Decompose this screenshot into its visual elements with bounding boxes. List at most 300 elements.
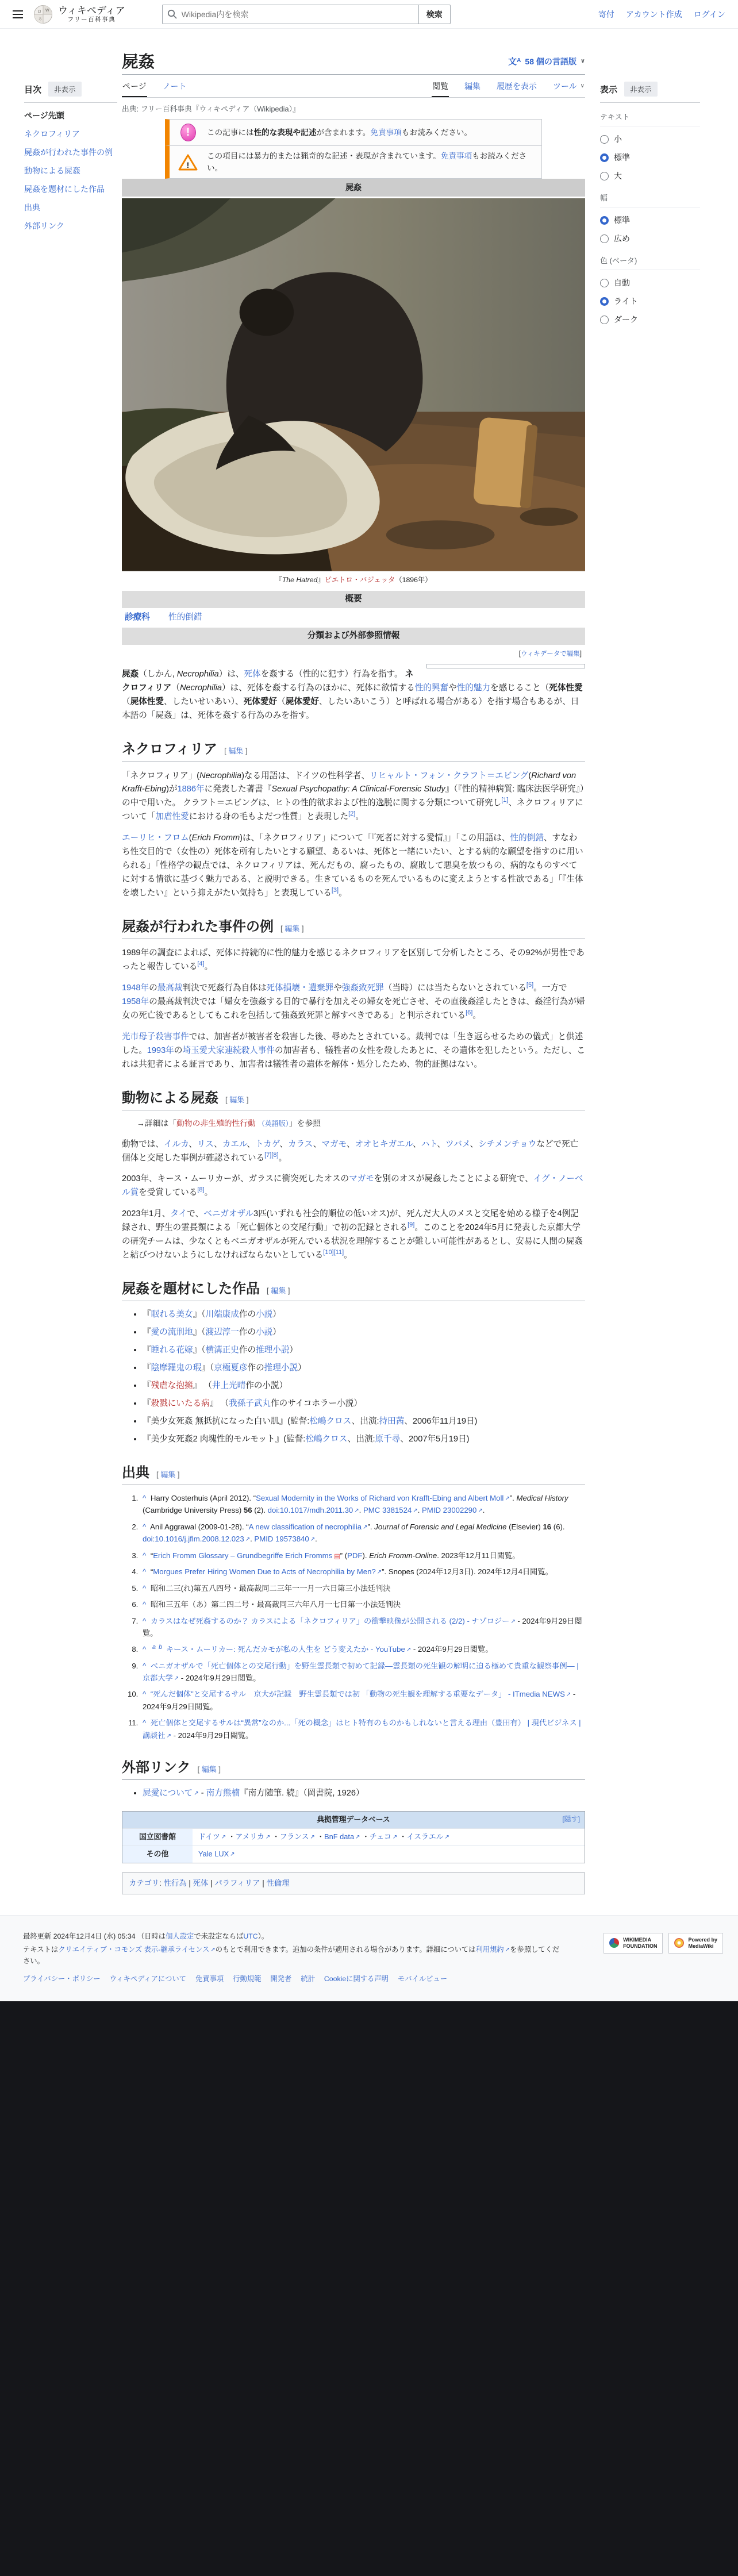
section-heading bbox=[122, 1464, 585, 1485]
authority-row-value bbox=[193, 1846, 585, 1863]
appearance-hide-button[interactable]: 非表示 bbox=[624, 82, 658, 97]
section-necrophilia bbox=[122, 740, 585, 901]
infobox-title: 屍姦 bbox=[122, 179, 585, 197]
italic-text: Sexual Psychopathy: A Clinical-Forensic Study bbox=[271, 785, 445, 794]
appearance-option-大[interactable] bbox=[600, 170, 700, 182]
toc-hide-button[interactable]: 非表示 bbox=[48, 82, 82, 97]
radio-button[interactable] bbox=[600, 234, 609, 243]
wiki-link[interactable]: 1958年 bbox=[122, 997, 149, 1006]
wiki-link[interactable]: 渡辺淳一 bbox=[205, 1328, 239, 1337]
infobox-classification-header: 分類および外部参照情報 bbox=[122, 628, 585, 645]
appearance-title: 表示 bbox=[600, 84, 618, 95]
section-title: ネクロフィリア bbox=[122, 741, 218, 758]
external-link[interactable]: カラスはなぜ死姦するのか？ カラスによる「ネクロフィリア」の衝撃映像が公開される (2/2) - ナゾロジー ↗ bbox=[151, 1617, 516, 1625]
paragraph: 動物では、イルカ、リス、カエル、トカゲ、カラス、マガモ、オオヒキガエル、ハト、ツバメ、シチメンチョウなどで死亡個体と交尾した事例が確認されている[7][8]。 bbox=[122, 1139, 579, 1163]
wiki-link[interactable]: 眠れる美女 bbox=[151, 1310, 193, 1320]
wiki-link[interactable]: ツバメ bbox=[445, 1139, 470, 1149]
wiki-link[interactable]: イルカ bbox=[163, 1139, 189, 1149]
wiki-link[interactable]: 死体損壊・遺棄罪 bbox=[266, 983, 334, 993]
toc-item[interactable]: 屍姦が行われた事件の例 bbox=[24, 148, 113, 157]
article-body bbox=[122, 179, 585, 1894]
toc-item[interactable]: ネクロフィリア bbox=[24, 129, 80, 139]
external-link[interactable]: doi:10.1016/j.jflm.2008.12.023 ↗ bbox=[143, 1535, 250, 1543]
top-header bbox=[0, 0, 738, 29]
svg-text:Ω: Ω bbox=[38, 9, 41, 14]
backlink-caret[interactable]: ^ bbox=[143, 1494, 147, 1503]
section-references bbox=[122, 1464, 585, 1741]
appearance-option-label: ダーク bbox=[614, 315, 638, 324]
content-notice-sexual bbox=[165, 119, 542, 146]
authority-row-label: 国立図書館 bbox=[122, 1829, 193, 1846]
bold-text: 56 bbox=[243, 1506, 252, 1515]
toc-item[interactable]: 屍姦を題材にした作品 bbox=[24, 184, 105, 194]
external-link[interactable]: クリエイティブ・コモンズ 表示-継承ライセンス ↗ bbox=[58, 1946, 215, 1954]
wiki-link[interactable]: ベニガオザル bbox=[203, 1209, 254, 1219]
pdf-link[interactable]: Erich Fromm Glossary – Grundbegriffe Erich Fromms ▤ bbox=[153, 1551, 340, 1560]
wiki-link[interactable]: 持田茜 bbox=[379, 1416, 405, 1426]
paragraph: 1989年の調査によれば、死体に持続的に性的魅力を感じるネクロフィリアを区別して分析したところ、その92%が男性であったと報告している[4]。 bbox=[122, 948, 585, 972]
reference-link[interactable]: [7] bbox=[264, 1151, 272, 1159]
section-title: 屍姦が行われた事件の例 bbox=[122, 918, 274, 935]
reference-list bbox=[122, 1492, 585, 1741]
external-link[interactable]: A new classification of necrophilia ↗ bbox=[249, 1522, 368, 1531]
footer-link-開発者[interactable]: 開発者 bbox=[270, 1975, 292, 1983]
edit-section: [ 編集 ] bbox=[225, 1095, 249, 1104]
reference-link[interactable]: [2] bbox=[348, 810, 356, 818]
backlink[interactable]: b bbox=[159, 1643, 163, 1651]
reference-item: 10. ^ “死んだ個体”と交尾するサル 京大が記録 野生霊長類では初 「動物の死生観を理解する重要なデータ」 - ITmedia NEWS ↗ - 2024年9月29日閲覧。 bbox=[140, 1688, 585, 1713]
appearance-group-label: テキスト bbox=[600, 111, 700, 126]
appearance-option-ライト[interactable] bbox=[600, 295, 700, 307]
wiki-link[interactable]: 川端康成 bbox=[205, 1310, 239, 1320]
external-link[interactable]: doi:10.1017/mdh.2011.30 ↗ bbox=[268, 1506, 359, 1514]
infobox-row bbox=[122, 610, 585, 626]
hatnote: →詳細は「動物の非生殖的性行動 （英語版）」を参照 bbox=[137, 1118, 321, 1128]
appearance-group-幅 bbox=[600, 192, 700, 244]
edit-link[interactable]: 編集 bbox=[271, 1286, 286, 1295]
section-title: 出典 bbox=[122, 1464, 149, 1481]
radio-button[interactable] bbox=[600, 153, 609, 162]
wiki-link[interactable]: 性的倒錯 bbox=[168, 612, 202, 622]
external-link[interactable]: “死んだ個体”と交尾するサル 京大が記録 野生霊長類では初 「動物の死生観を理解する重要なデータ」 - ITmedia NEWS ↗ bbox=[151, 1690, 571, 1698]
appearance-option-label: 大 bbox=[614, 171, 622, 180]
external-link[interactable]: イスラエル ↗ bbox=[407, 1832, 449, 1841]
infobox bbox=[426, 664, 585, 668]
interlanguage-link[interactable]: （英語版） bbox=[257, 1119, 289, 1128]
view-tab-ツール[interactable]: ツール ∨ bbox=[552, 82, 585, 91]
appearance-option-標準[interactable] bbox=[600, 214, 700, 226]
wiki-link[interactable]: 死体 bbox=[193, 1879, 209, 1888]
reference-item: 3. ^ “Erich Fromm Glossary – Grundbegriffe Erich Fromms ▤ ” (PDF). Erich Fromm-Online. 2023年12月11日閲覧。 bbox=[140, 1550, 585, 1562]
radio-button[interactable] bbox=[600, 172, 609, 180]
wiki-link[interactable]: 性行為 bbox=[163, 1879, 187, 1888]
wiki-link[interactable]: 最高裁 bbox=[157, 983, 183, 993]
language-icon: 文$^A$ bbox=[508, 57, 521, 67]
appearance-option-label: 標準 bbox=[614, 153, 630, 162]
wiki-link[interactable]: 埼玉愛犬家連続殺人事件 bbox=[182, 1045, 275, 1055]
reference-item: 7. ^ カラスはなぜ死姦するのか？ カラスによる「ネクロフィリア」の衝撃映像が公開される (2/2) - ナゾロジー ↗ - 2024年9月29日閲覧。 bbox=[140, 1615, 585, 1640]
wiki-link[interactable]: 松嶋クロス bbox=[305, 1434, 348, 1444]
header-link-ログイン[interactable]: ログイン bbox=[693, 9, 725, 19]
wiki-link[interactable]: 我孫子武丸 bbox=[229, 1398, 271, 1408]
section-works bbox=[122, 1280, 585, 1447]
external-link[interactable]: 利用規約 ↗ bbox=[475, 1946, 510, 1954]
footer-link-ウィキペディアについて[interactable]: ウィキペディアについて bbox=[109, 1975, 186, 1983]
bold-text: 屍体愛好 bbox=[285, 697, 320, 707]
paragraph: エーリヒ・フロム(Erich Fromm)は、「ネクロフィリア」について「『死者に対する愛情』」「この用語は、性的倒錯、すなわち性交目的で（女性の）死体を所有したいとする願望、あるいは、死体と一緒にいたい、とする病的な願望を指すのに用いられる」「性格学の観点では、ネクロフィリアは、死んだもの、腐ったもの、腐敗して悪臭を放つもの、病的なものすべてに対する情欲に基づく魅力である、と説明できる。生きているものを死んでいるものに変えようとする性欲である」「『生体を壊したい』という抑えがたい気持ち」と表現している[3]。 bbox=[122, 833, 583, 898]
footer-link-モバイルビュー[interactable]: モバイルビュー bbox=[397, 1975, 448, 1983]
tab-ノート[interactable]: ノート bbox=[162, 82, 187, 91]
wiki-link[interactable]: タイ bbox=[170, 1209, 187, 1219]
article-tabs-row bbox=[122, 75, 585, 98]
backlink-caret[interactable]: ^ bbox=[143, 1567, 147, 1577]
appearance-option-label: ライト bbox=[614, 297, 638, 306]
paragraph: 2023年1月、タイで、ベニガオザル3匹(いずれも社会的順位の低いオス)が、死んだ大人のメスと交尾を始める様子を4例記録され、野生の霊長類による「死亡個体との交尾行動」で初の記録とされる[9]。このことを2024年5月に発表した京都大学の研究チームは、少なくともベニガオザルが死んでいる状況を理解することが難しい可能性があるとし、安易に人間の屍姦と結びつけないようにしなければならないとしている[10][11]。 bbox=[122, 1209, 583, 1260]
wiki-link[interactable]: 愛の流刑地 bbox=[151, 1328, 193, 1337]
wikipedia-wordmark bbox=[58, 5, 125, 24]
backlink-caret[interactable]: ^ bbox=[143, 1583, 147, 1593]
reference-item: 9. ^ ベニガオザルで「死亡個体との交尾行動」を野生霊長類で初めて記録—霊長類の死生観の解明に迫る極めて貴重な観察事例— | 京都大学 ↗ - 2024年9月29日閲覧。 bbox=[140, 1660, 585, 1685]
reference-sup bbox=[332, 887, 339, 894]
wiki-link[interactable]: 加虐性愛 bbox=[155, 812, 189, 822]
appearance-option-ダーク[interactable] bbox=[600, 314, 700, 325]
wiki-link[interactable]: 免責事項 bbox=[440, 151, 472, 160]
wiki-link[interactable]: ハト bbox=[421, 1139, 437, 1149]
wikipedia-logo[interactable] bbox=[33, 5, 125, 24]
wikidata-edit-link: [ウィキデータで編集] bbox=[518, 650, 582, 658]
warning-triangle-icon bbox=[178, 153, 198, 171]
view-tab-編集[interactable]: 編集 bbox=[464, 82, 481, 91]
reference-link[interactable]: [5] bbox=[526, 982, 534, 989]
painting-the-hatred-image[interactable] bbox=[122, 198, 585, 571]
footer-links bbox=[23, 1974, 566, 1985]
wiki-link[interactable]: 免責事項 bbox=[370, 128, 402, 137]
wiki-link[interactable]: リス bbox=[197, 1139, 214, 1149]
paragraph: 1948年の最高裁判決で死姦行為自体は死体損壊・遺棄罪や強姦致死罪（当時）には当たらないとされている[5]。一方で1958年の最高裁判決では「婦女を強姦する目的で暴行を加えその婦女を死亡させ、その直後姦淫したときは、姦淫行為が婦女の死亡後であるとしてもこれを包括して強姦致死罪と解すべきである」と判示されている[6]。 bbox=[122, 982, 585, 1020]
main-layout bbox=[0, 29, 738, 1915]
list-item: • 『睡れる花嫁』（横溝正史作の推理小説） bbox=[143, 1344, 585, 1358]
authority-row-value: ドイツ ↗ ・アメリカ ↗ ・フランス ↗ ・BnF data ↗ ・チェコ ↗ ・イスラエル ↗ bbox=[193, 1829, 585, 1846]
reference-sup bbox=[526, 982, 533, 989]
section-external-links bbox=[122, 1759, 585, 1801]
wiki-link[interactable]: カラス bbox=[287, 1139, 313, 1149]
reference-link[interactable]: [1] bbox=[501, 797, 509, 804]
list-item: • 『愛の流刑地』（渡辺淳一作の小説） bbox=[143, 1326, 585, 1340]
red-link[interactable]: ピエトロ・バジェッタ bbox=[324, 575, 395, 584]
chevron-down-icon: ∨ bbox=[580, 83, 585, 90]
logo-title: ウィキペディア bbox=[58, 5, 125, 16]
wiki-link[interactable]: 井上光晴 bbox=[212, 1381, 246, 1391]
wiki-link[interactable]: 個人設定 bbox=[166, 1932, 194, 1941]
wiki-link[interactable]: ウィキデータで編集 bbox=[520, 650, 580, 658]
mediawiki-badge[interactable]: Powered by MediaWiki bbox=[668, 1933, 723, 1954]
edit-link[interactable]: 編集 bbox=[201, 1764, 217, 1774]
wiki-link[interactable]: 松嶋クロス bbox=[309, 1416, 352, 1426]
svg-text:W: W bbox=[45, 8, 49, 13]
toc-title: 目次 bbox=[24, 84, 42, 95]
appearance-option-自動[interactable] bbox=[600, 277, 700, 289]
external-link[interactable]: Sexual Modernity in the Works of Richard von Krafft-Ebing and Albert Moll ↗ bbox=[256, 1494, 510, 1502]
italic-text: Erich Fromm-Online bbox=[369, 1551, 437, 1560]
appearance-option-label: 小 bbox=[614, 134, 622, 144]
wikimedia-logo-icon bbox=[609, 1938, 619, 1948]
search-button[interactable]: 検索 bbox=[418, 5, 451, 24]
italic-text: The Hatred bbox=[282, 575, 318, 584]
radio-button[interactable] bbox=[600, 216, 609, 225]
footer-link-Cookieに関する声明[interactable]: Cookieに関する声明 bbox=[324, 1975, 389, 1983]
wiki-link[interactable]: マガモ bbox=[349, 1174, 374, 1184]
backlink-caret[interactable]: ^ bbox=[143, 1600, 147, 1609]
italic-text: Necrophilia bbox=[199, 771, 242, 781]
wiki-link[interactable]: UTC bbox=[243, 1932, 258, 1941]
backlink-caret[interactable]: ^ bbox=[143, 1690, 147, 1699]
external-link[interactable]: チェコ ↗ bbox=[370, 1832, 397, 1841]
edit-section: [ 編集 ] bbox=[156, 1470, 180, 1479]
wiki-link[interactable]: 推理小説 bbox=[264, 1363, 298, 1373]
infobox-row-label bbox=[125, 611, 168, 625]
backlink-caret[interactable]: ^ bbox=[143, 1616, 147, 1625]
wiki-link[interactable]: トカゲ bbox=[255, 1139, 280, 1149]
edit-link[interactable]: 編集 bbox=[229, 1095, 245, 1104]
italic-text: Richard von Krafft-Ebing bbox=[122, 771, 576, 794]
external-link[interactable]: Morgues Prefer Hiring Women Due to Acts of Necrophilia by Men? ↗ bbox=[153, 1567, 382, 1576]
reference-link[interactable]: [9] bbox=[408, 1221, 415, 1229]
reference-link[interactable]: [4] bbox=[197, 960, 205, 968]
wikimedia-foundation-badge[interactable]: WIKIMEDIA FOUNDATION bbox=[604, 1933, 663, 1954]
category-links: カテゴリ: 性行為 | 死体 | パラフィリア | 性倫理 bbox=[122, 1873, 585, 1894]
backlink-caret[interactable]: ^ bbox=[143, 1718, 147, 1728]
toc-item[interactable]: 外部リンク bbox=[24, 221, 64, 230]
reference-link[interactable]: [8] bbox=[197, 1186, 205, 1194]
wiki-link[interactable]: オオヒキガエル bbox=[355, 1139, 413, 1149]
wiki-link[interactable]: 1948年 bbox=[122, 983, 149, 993]
authority-row bbox=[122, 1846, 585, 1863]
appearance-option-広め[interactable] bbox=[600, 233, 700, 244]
external-link[interactable]: PMID 23002290 ↗ bbox=[422, 1506, 483, 1514]
view-tab-閲覧[interactable]: 閲覧 bbox=[432, 75, 449, 97]
list-item: • 屍愛について ↗ - 南方熊楠『南方随筆. 続』（岡書院, 1926） bbox=[143, 1787, 585, 1801]
external-link[interactable]: ベニガオザルで「死亡個体との交尾行動」を野生霊長類で初めて記録—霊長類の死生観の解明に迫る極めて貴重な観察事例— | 京都大学 ↗ bbox=[143, 1662, 579, 1682]
wiki-link[interactable]: 南方熊楠 bbox=[206, 1789, 240, 1798]
external-link[interactable]: PMC 3381524 ↗ bbox=[363, 1506, 418, 1514]
bold-text: 死体愛好 bbox=[243, 697, 278, 707]
page-footer bbox=[0, 1915, 738, 2001]
bold-text: 屍体性愛 bbox=[130, 697, 164, 707]
section-animals bbox=[122, 1089, 585, 1263]
view-tabs bbox=[432, 75, 585, 97]
backlink-caret[interactable]: ^ bbox=[143, 1661, 147, 1670]
section-heading bbox=[122, 1280, 585, 1301]
reference-link[interactable]: [6] bbox=[466, 1009, 473, 1017]
wikipedia-globe-icon bbox=[33, 5, 53, 24]
wiki-link[interactable]: PDF bbox=[347, 1551, 363, 1560]
article-content bbox=[122, 29, 585, 1915]
paragraph: 2003年、キース・ムーリカーが、ガラスに衝突死したオスのマガモを別のオスが屍姦したことによる研究で、イグ・ノーベル賞を受賞している[8]。 bbox=[122, 1174, 583, 1198]
list-item: • 『美少女死姦2 肉塊性的モルモット』(監督:松嶋クロス、出演:原千尋、2007年5月19日) bbox=[143, 1433, 585, 1447]
footer-license: テキストはクリエイティブ・コモンズ 表示-継承ライセンス ↗ のもとで利用できます。追加の条件が適用される場合があります。詳細については利用規約 ↗ を参照してください。 bbox=[23, 1944, 566, 1967]
authority-header bbox=[122, 1812, 585, 1828]
svg-text:!: ! bbox=[186, 160, 190, 170]
list-item: • 『残虐な抱擁』 （井上光晴作の小説） bbox=[143, 1379, 585, 1393]
search-input[interactable] bbox=[162, 5, 418, 24]
red-link[interactable]: 残虐な抱擁 bbox=[151, 1381, 193, 1391]
edit-section: [ 編集 ] bbox=[224, 747, 248, 756]
infobox-row-value bbox=[168, 611, 582, 625]
backlink-caret[interactable]: ^ bbox=[143, 1645, 147, 1654]
appearance-option-label: 標準 bbox=[614, 216, 630, 225]
toc-item[interactable]: 出典 bbox=[24, 203, 40, 212]
backlink[interactable]: a bbox=[152, 1643, 156, 1651]
view-tab-履歴を表示[interactable]: 履歴を表示 bbox=[496, 82, 537, 91]
paragraph: 「ネクロフィリア」(Necrophilia)なる用語は、ドイツの性科学者、リヒャルト・フォン・クラフト＝エビング(Richard von Krafft-Ebing)が1886年に発表した著書『Sexual Psychopathy: A Clinical-Forensic Study』（『性的精神病質: 臨床法医学研究』）の中で用いた。 クラフト＝エビングは、ヒトの性的欲求および性的逸脱に関する分類について研究し[1]、ネクロフィリアについて「加虐性愛における身の毛もよだつ性質」と表現した[2]。 bbox=[122, 771, 585, 822]
red-link[interactable]: 殺戮にいたる病 bbox=[151, 1398, 210, 1408]
external-link[interactable]: 死亡個体と交尾するサルは“異常”なのか...「死の概念」はヒト特有のものかもしれないと言える理由（豊田有） | 現代ビジネス | 講談社 ↗ bbox=[143, 1718, 581, 1739]
wiki-link[interactable]: 1886年 bbox=[177, 785, 205, 794]
authority-control-box bbox=[122, 1811, 585, 1863]
footer-link-行動規範[interactable]: 行動規範 bbox=[233, 1975, 262, 1983]
section-title: 外部リンク bbox=[122, 1759, 191, 1775]
external-link[interactable]: フランス ↗ bbox=[280, 1832, 315, 1841]
appearance-panel bbox=[585, 29, 700, 336]
italic-text: Necrophilia bbox=[176, 670, 219, 679]
wiki-link[interactable]: 性的興奮 bbox=[414, 683, 449, 693]
footer-link-プライバシー・ポリシー[interactable]: プライバシー・ポリシー bbox=[23, 1975, 101, 1983]
section-cases bbox=[122, 918, 585, 1072]
wiki-link[interactable]: 睡れる花嫁 bbox=[151, 1345, 193, 1355]
wiki-link[interactable]: 原千尋 bbox=[375, 1434, 401, 1444]
radio-button[interactable] bbox=[600, 316, 609, 324]
external-link[interactable]: ドイツ ↗ bbox=[198, 1832, 226, 1841]
wiki-link[interactable]: 性的倒錯 bbox=[510, 833, 544, 843]
tab-ページ[interactable]: ページ bbox=[122, 75, 147, 97]
wiki-link[interactable]: 小説 bbox=[256, 1310, 273, 1320]
bold-text: 死体性愛 bbox=[549, 683, 583, 693]
reference-link[interactable]: [8] bbox=[271, 1151, 279, 1159]
appearance-group-色 (ベータ) bbox=[600, 255, 700, 325]
appearance-option-小[interactable] bbox=[600, 133, 700, 145]
wiki-link[interactable]: 推理小説 bbox=[256, 1345, 290, 1355]
appearance-group-label: 幅 bbox=[600, 192, 700, 207]
section-title: 屍姦を題材にした作品 bbox=[122, 1281, 260, 1297]
mediawiki-logo-icon bbox=[674, 1938, 684, 1948]
backlink-group bbox=[152, 1644, 163, 1651]
backlink-caret[interactable]: ^ bbox=[143, 1522, 147, 1531]
notice-text: この項目には暴力的または猟奇的な記述・表現が含まれています。免責事項もお読みください。 bbox=[207, 151, 527, 173]
reference-item: 6. ^ 昭和三五年（あ）第二四二号・最高裁同三六年八月一七日第一小法廷判決 bbox=[140, 1598, 585, 1610]
wiki-link[interactable]: マガモ bbox=[321, 1139, 347, 1149]
edit-link[interactable]: 編集 bbox=[228, 747, 244, 756]
namespace-tabs bbox=[122, 75, 187, 97]
appearance-groups bbox=[600, 111, 700, 325]
footer-link-免責事項[interactable]: 免責事項 bbox=[195, 1975, 224, 1983]
radio-button[interactable] bbox=[600, 279, 609, 287]
section-heading bbox=[122, 1089, 585, 1110]
red-link[interactable]: 動物の非生殖的性行動 bbox=[176, 1118, 256, 1128]
browser-overscroll bbox=[0, 2001, 738, 2576]
appearance-option-標準[interactable] bbox=[600, 152, 700, 163]
header-link-寄付[interactable]: 寄付 bbox=[598, 9, 614, 19]
authority-rows bbox=[122, 1828, 585, 1863]
toc-item[interactable]: 動物による屍姦 bbox=[24, 166, 80, 175]
infobox-caption: 『The Hatred』ピエトロ・バジェッタ（1896年） bbox=[275, 575, 432, 584]
wiki-link[interactable]: 光市母子殺害事件 bbox=[122, 1032, 189, 1041]
reference-link[interactable]: [10] bbox=[323, 1249, 334, 1256]
wiki-link[interactable]: 性的魅力 bbox=[456, 683, 491, 693]
external-link[interactable]: キース・ムーリカー: 死んだカモが私の人生を どう変えたか - YouTube ↗ bbox=[166, 1645, 411, 1654]
page-title-row bbox=[122, 52, 585, 75]
authority-toggle-link[interactable]: [隠す] bbox=[562, 1815, 580, 1824]
lead-paragraph: 屍姦（しかん, Necrophilia）は、死体を姦する（性的に犯す）行為を指す。 ネクロフィリア（Necrophilia）は、死体を姦する行為のほかに、死体に欲情する性的興奮や性的魅力を感じること（死体性愛（屍体性愛、したいせいあい）、死体愛好（屍体愛好、したいあいこう）と呼ばれる場合がある）を指す場合もあるが、日本語の「屍姦」は、死体を姦する行為のみを指す。 bbox=[122, 670, 583, 721]
toc-header bbox=[24, 82, 117, 103]
backlink-caret[interactable]: ^ bbox=[143, 1551, 147, 1560]
svg-text:あ: あ bbox=[39, 17, 43, 21]
wiki-link[interactable]: シチメンチョウ bbox=[478, 1139, 537, 1149]
search-bar bbox=[162, 5, 451, 24]
article-sections bbox=[122, 740, 585, 1801]
external-link[interactable]: アメリカ ↗ bbox=[236, 1832, 271, 1841]
list-item: • 『殺戮にいたる病』 （我孫子武丸作のサイコホラー小説） bbox=[143, 1397, 585, 1411]
edit-link[interactable]: 編集 bbox=[285, 924, 300, 933]
radio-button[interactable] bbox=[600, 297, 609, 306]
wiki-link[interactable]: 横溝正史 bbox=[205, 1345, 239, 1355]
header-link-アカウント作成[interactable]: アカウント作成 bbox=[625, 9, 682, 19]
radio-button[interactable] bbox=[600, 135, 609, 144]
notice-text: この記事には性的な表現や記述が含まれます。免責事項もお読みください。 bbox=[207, 128, 472, 137]
reference-link[interactable]: [3] bbox=[331, 887, 339, 894]
external-link[interactable]: Yale LUX ↗ bbox=[198, 1850, 235, 1858]
wiki-link[interactable]: 診療科 bbox=[125, 612, 150, 622]
external-link[interactable]: 屍愛について ↗ bbox=[143, 1789, 199, 1798]
italic-text: Medical History bbox=[516, 1494, 568, 1503]
footer-last-modified: 最終更新 2024年12月4日 (水) 05:34 （日時は個人設定で未設定ならばUTC）。 bbox=[23, 1932, 269, 1941]
reference-sup bbox=[334, 1249, 344, 1256]
reference-item: 2. ^ Anil Aggrawal (2009-01-28). “A new classification of necrophilia ↗ ”. Journal of Forensic and Legal Medicine (Elsevier) 16 (6). doi:10.1016/j.jflm.2008.12.023 ↗ . PMID 19573840 ↗ . bbox=[140, 1521, 585, 1545]
hamburger-menu-icon[interactable] bbox=[7, 4, 29, 25]
wiki-link[interactable]: カテゴリ bbox=[129, 1879, 160, 1888]
page-title: 屍姦 bbox=[122, 53, 155, 71]
list-item: • 『美少女死姦 無抵抗になった白い肌』(監督:松嶋クロス、出演:持田茜、2006年11月19日) bbox=[143, 1415, 585, 1429]
appearance-option-label: 広め bbox=[614, 234, 630, 243]
wiki-link[interactable]: パラフィリア bbox=[214, 1879, 260, 1888]
wiki-link[interactable]: エーリヒ・フロム bbox=[122, 833, 189, 843]
site-subtitle: 出典: フリー百科事典『ウィキペディア（Wikipedia）』 bbox=[122, 105, 300, 113]
wiki-link[interactable]: 1993年 bbox=[147, 1045, 174, 1055]
wiki-link[interactable]: 強姦致死罪 bbox=[341, 983, 384, 993]
language-selector-button[interactable] bbox=[508, 55, 585, 73]
wiki-link[interactable]: 小説 bbox=[256, 1328, 273, 1337]
external-link[interactable]: PMID 19573840 ↗ bbox=[254, 1535, 315, 1543]
edit-link[interactable]: 編集 bbox=[160, 1470, 176, 1479]
wiki-link[interactable]: 性倫理 bbox=[266, 1879, 290, 1888]
wiki-link[interactable]: リヒャルト・フォン・クラフト＝エビング bbox=[370, 771, 529, 781]
footer-link-統計[interactable]: 統計 bbox=[301, 1975, 315, 1983]
toc-item[interactable]: ページ先頭 bbox=[24, 111, 64, 120]
reference-sup bbox=[264, 1152, 271, 1159]
edit-section: [ 編集 ] bbox=[280, 924, 304, 933]
reference-item: 11. ^ 死亡個体と交尾するサルは“異常”なのか...「死の概念」はヒト特有のものかもしれないと言える理由（豊田有） | 現代ビジネス | 講談社 ↗ - 2024年9月29日閲覧。 bbox=[140, 1717, 585, 1741]
exclamation-icon: ! bbox=[178, 124, 198, 141]
wiki-link[interactable]: 死体 bbox=[244, 670, 261, 679]
toc-list bbox=[24, 106, 117, 235]
wiki-link[interactable]: 陰摩羅鬼の瑕 bbox=[151, 1363, 202, 1373]
wiki-link[interactable]: 京極夏彦 bbox=[214, 1363, 248, 1373]
wiki-link[interactable]: イグ・ノーベル賞 bbox=[122, 1174, 583, 1198]
edit-section: [ 編集 ] bbox=[197, 1764, 221, 1774]
reference-link[interactable]: [11] bbox=[333, 1249, 344, 1256]
bold-text: ネクロフィリア bbox=[122, 670, 414, 693]
wiki-link[interactable]: カエル bbox=[222, 1139, 247, 1149]
external-link[interactable]: BnF data ↗ bbox=[324, 1832, 360, 1841]
